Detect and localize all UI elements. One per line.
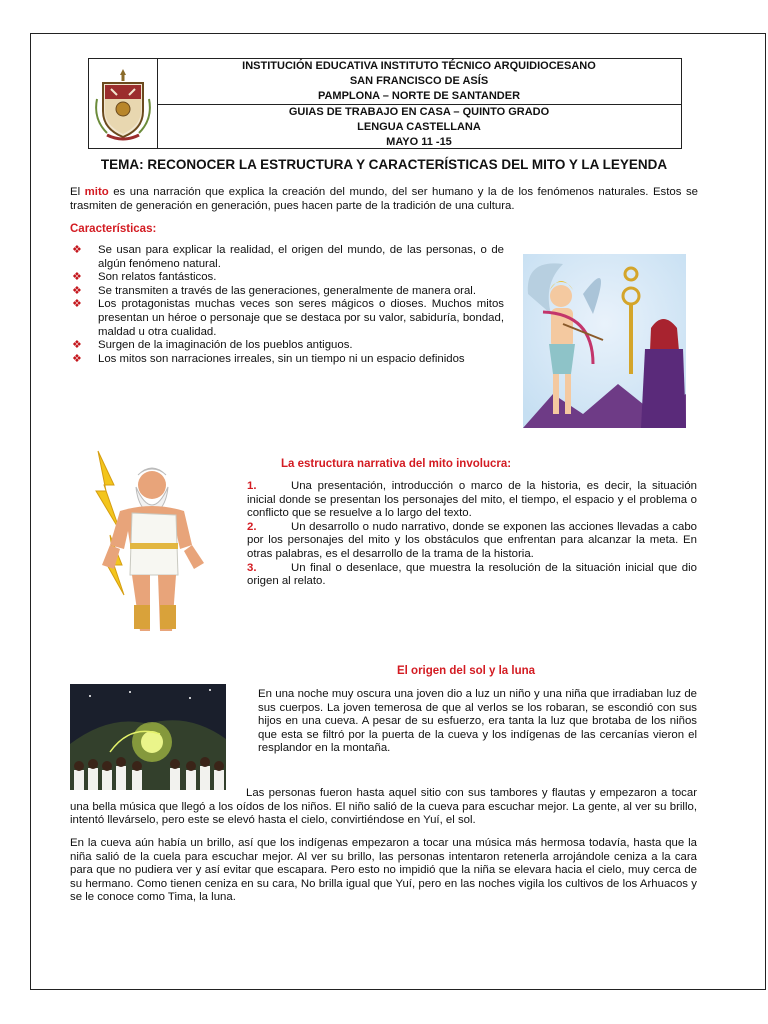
item-number: 1. — [247, 480, 257, 492]
header-line-6: MAYO 11 -15 — [386, 136, 452, 148]
diamond-bullet-icon: ❖ — [72, 352, 82, 365]
list-item: 2. Un desarrollo o nudo narrativo, donde se exponen las acciones llevadas a cabo por los personajes del mito y los obstáculos que enfrentan para alcanzar la meta. En otras palabras, es el desarrollo de la trama de la historia. — [247, 520, 697, 560]
intro-keyword: mito — [84, 186, 109, 198]
structure-list — [247, 480, 697, 589]
item-number: 2. — [247, 520, 257, 533]
night-cave-illustration — [70, 684, 226, 790]
characteristics-heading: Características: — [70, 223, 157, 235]
header-line-2: SAN FRANCISCO DE ASÍS — [349, 75, 489, 87]
story-paragraph-2: Las personas fueron hasta aquel sitio con sus tambores y flautas y empezaron a tocar una bella música que llegó a los oídos de los niños. El niño salió de la cueva para escuchar mejor. La gente, al ver su brillo, intentó llevárselo, pero este se elevó hasta el cielo, convirtiéndose en Yuí, el sol. — [70, 787, 697, 827]
intro-lead: El — [70, 186, 85, 198]
story-paragraph-1: En una noche muy oscura una joven dio a luz un niño y una niña que irradiaban luz de sus cuerpos. La joven temerosa de que al verlos se los robaran, se escondió con sus hijos en una cueva. A pesar de su esfuerzo, era tanta la luz que brotaba de los niños que esta se filtró por la puerta de la cueva y los indígenas de las cercanías vieron el resplandor en la montaña. — [258, 688, 697, 755]
zeus-illustration — [80, 445, 230, 641]
list-item: ❖ Los protagonistas muchas veces son seres mágicos o dioses. Muchos mitos presentan un héroe o personaje que se destaca por su valor, sabiduría, bondad, maldad u otra cualidad. — [72, 298, 504, 338]
story-title: El origen del sol y la luna — [397, 665, 536, 677]
list-item: ❖ Se transmiten a través de las generaciones, generalmente de manera oral. — [72, 284, 477, 297]
list-item: ❖ Los mitos son narraciones irreales, sin un tiempo ni un espacio definidos — [72, 352, 465, 365]
item-number: 3. — [247, 561, 257, 574]
characteristics-list — [70, 244, 504, 366]
school-header — [88, 58, 682, 149]
intro-text: es una narración que explica la creación del mundo, del ser humano y la de los fenómenos naturales. Estos se trasmiten de generación en generación, pues hacen parte de la tradición de una cultura. — [70, 186, 698, 212]
list-item: ❖ Surgen de la imaginación de los pueblos antiguos. — [72, 339, 353, 352]
diamond-bullet-icon: ❖ — [72, 298, 82, 311]
story-paragraph-3: En la cueva aún había un brillo, así que los indígenas empezaron a tocar una música más hermosa todavía, hasta que la niña salió de la cuela para escuchar mejor. Al ver su brillo, las personas intentaron retenerla arrojándole ceniza a la cara para que no pudiera ver y así evitar que escapara. Pero esto no impidió que la niña se elevara hacia el cielo, muy cerca de su hermano. Como tienen ceniza en su cara, No brilla igual que Yuí, pero en las noches vigila los cultivos de los Arhuacos y se le conoce como Tima, la luna. — [70, 837, 697, 904]
diamond-bullet-icon: ❖ — [72, 271, 82, 284]
list-item: ❖ Son relatos fantásticos. — [72, 271, 217, 284]
list-item: ❖ Se usan para explicar la realidad, el origen del mundo, de las personas, o de algún fenómeno natural. — [72, 244, 504, 270]
list-item: 3. Un final o desenlace, que muestra la resolución de la situación inicial que dio origen al relato. — [247, 561, 697, 588]
diamond-bullet-icon: ❖ — [72, 244, 82, 256]
structure-heading: La estructura narrativa del mito involucra: — [281, 458, 512, 470]
header-line-3: PAMPLONA – NORTE DE SANTANDER — [157, 89, 681, 105]
school-crest-logo — [89, 59, 158, 148]
page-title: TEMA: RECONOCER LA ESTRUCTURA Y CARACTERÍSTICAS DEL MITO Y LA LEYENDA — [100, 157, 668, 172]
header-line-1: INSTITUCIÓN EDUCATIVA INSTITUTO TÉCNICO ARQUIDIOCESANO — [242, 60, 596, 72]
intro-paragraph — [70, 186, 698, 213]
header-line-4: GUIAS DE TRABAJO EN CASA – QUINTO GRADO — [288, 106, 550, 118]
list-item: 1. Una presentación, introducción o marco de la historia, es decir, la situación inicial donde se presentan los personajes del mito, el tiempo, el espacio y el problema o conflicto que se resuelve a lo largo del texto. — [247, 480, 697, 520]
diamond-bullet-icon: ❖ — [72, 284, 82, 297]
header-line-5: LENGUA CASTELLANA — [357, 121, 481, 133]
cupid-goddess-illustration — [523, 254, 686, 428]
diamond-bullet-icon: ❖ — [72, 339, 82, 352]
